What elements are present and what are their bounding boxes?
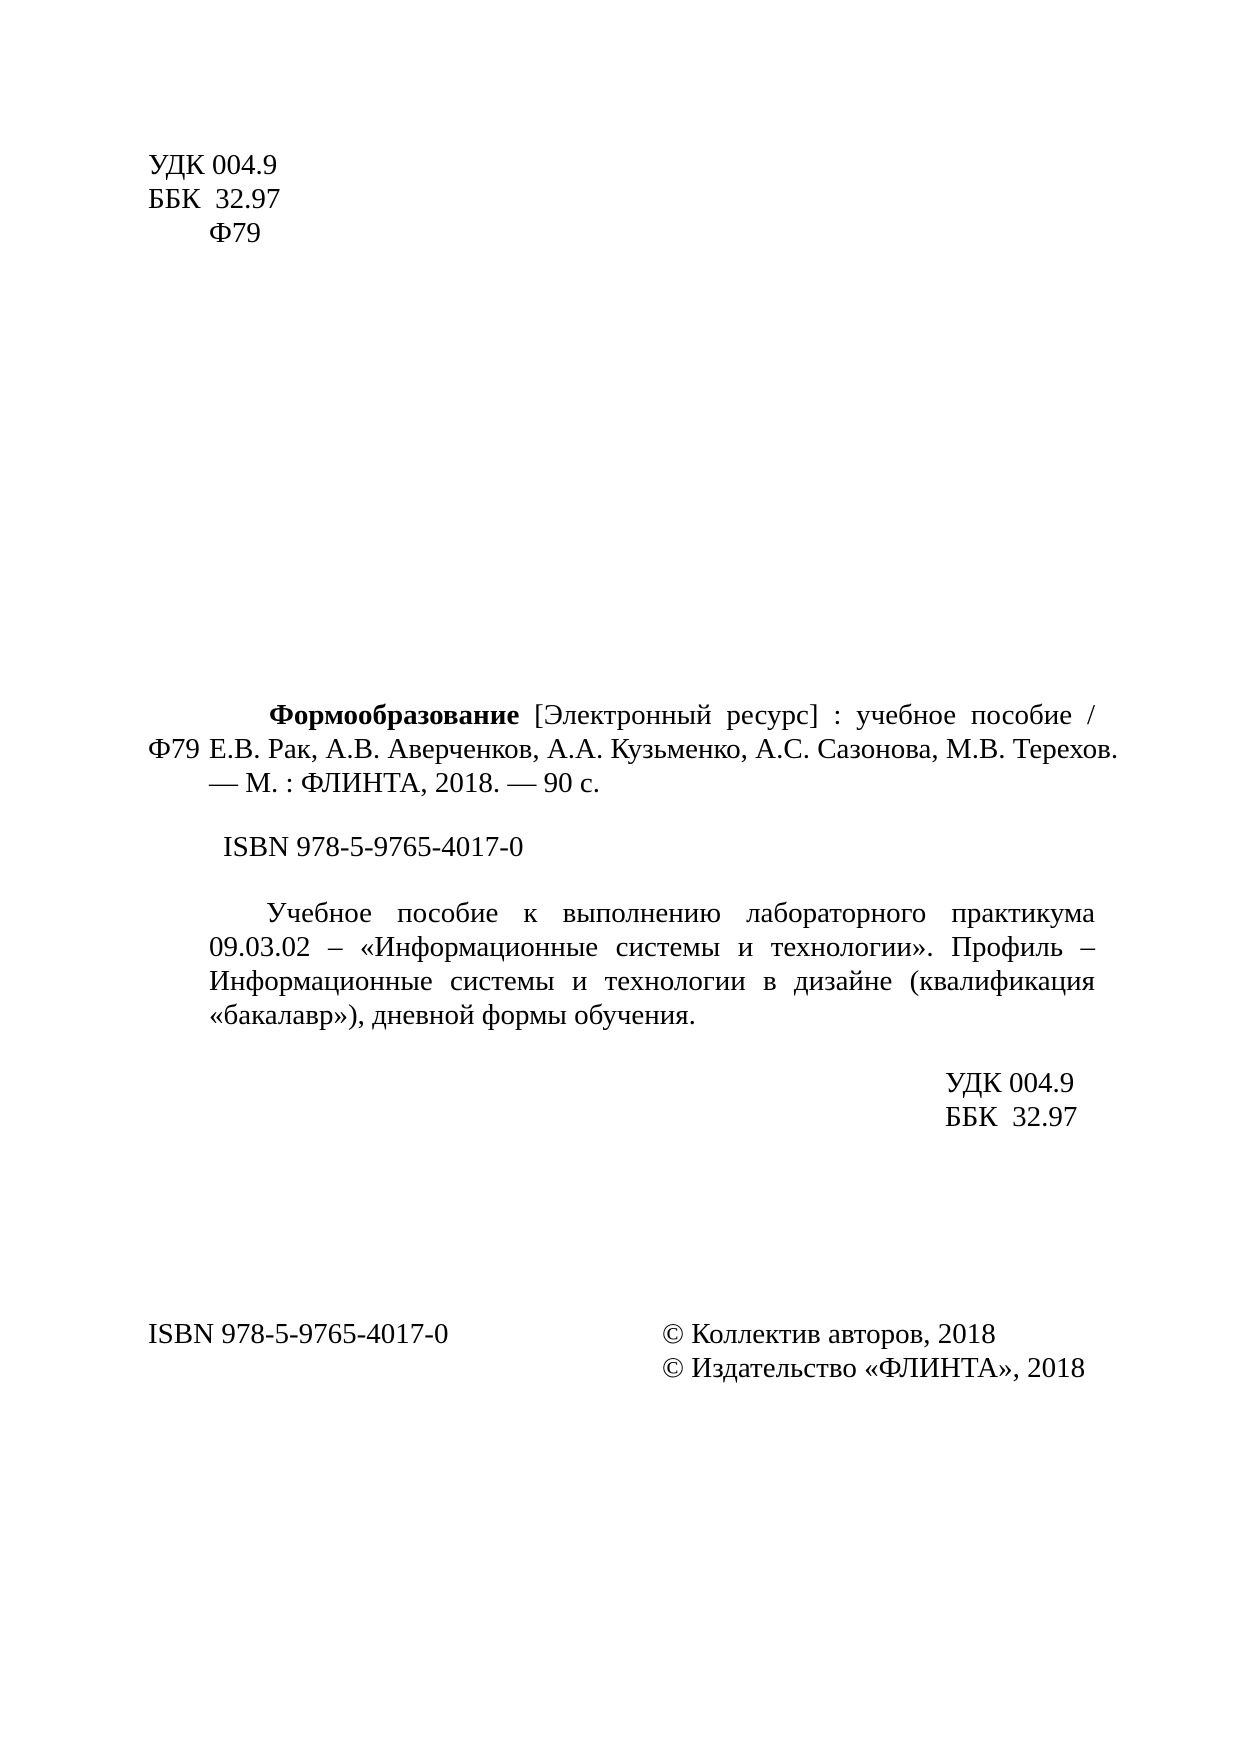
annotation-line: 09.03.02 – «Информационные системы и технологии». Профиль – bbox=[209, 931, 1095, 963]
udk-code: УДК 004.9 bbox=[148, 149, 278, 181]
copyright-publisher: © Издательство «ФЛИНТА», 2018 bbox=[662, 1352, 1086, 1384]
entry-author-sign: Ф79 bbox=[148, 733, 200, 765]
top-classification bbox=[148, 148, 280, 250]
copyright-authors: © Коллектив авторов, 2018 bbox=[662, 1318, 996, 1350]
annotation-line: Учебное пособие к выполнению лабораторного практикума bbox=[266, 897, 1095, 929]
annotation bbox=[209, 896, 1095, 1032]
bbk-code: ББК 32.97 bbox=[148, 183, 281, 215]
entry-publisher: — М. : ФЛИНТА, 2018. — 90 с. bbox=[209, 767, 600, 799]
author-sign: Ф79 bbox=[209, 217, 261, 249]
annotation-line: Информационные системы и технологии в дизайне (квалификация bbox=[209, 965, 1095, 997]
book-title: Формообразование bbox=[269, 699, 520, 731]
bottom-classification bbox=[945, 1066, 1077, 1134]
bbk-code: ББК 32.97 bbox=[945, 1101, 1078, 1133]
entry-line-1-rest: [Электронный ресурс] : учебное пособие / bbox=[519, 699, 1095, 731]
bibliographic-entry bbox=[209, 698, 1119, 800]
annotation-line: «бакалавр»), дневной формы обучения. bbox=[209, 999, 696, 1031]
entry-authors: Е.В. Рак, А.В. Аверченков, А.А. Кузьменко, А.С. Сазонова, М.В. Терехов. bbox=[209, 733, 1119, 765]
udk-code: УДК 004.9 bbox=[945, 1067, 1075, 1099]
entry-line-1 bbox=[209, 698, 1095, 732]
isbn-bottom: ISBN 978-5-9765-4017-0 bbox=[148, 1318, 449, 1350]
copyright-block bbox=[662, 1317, 1085, 1385]
isbn-middle: ISBN 978-5-9765-4017-0 bbox=[223, 831, 524, 863]
